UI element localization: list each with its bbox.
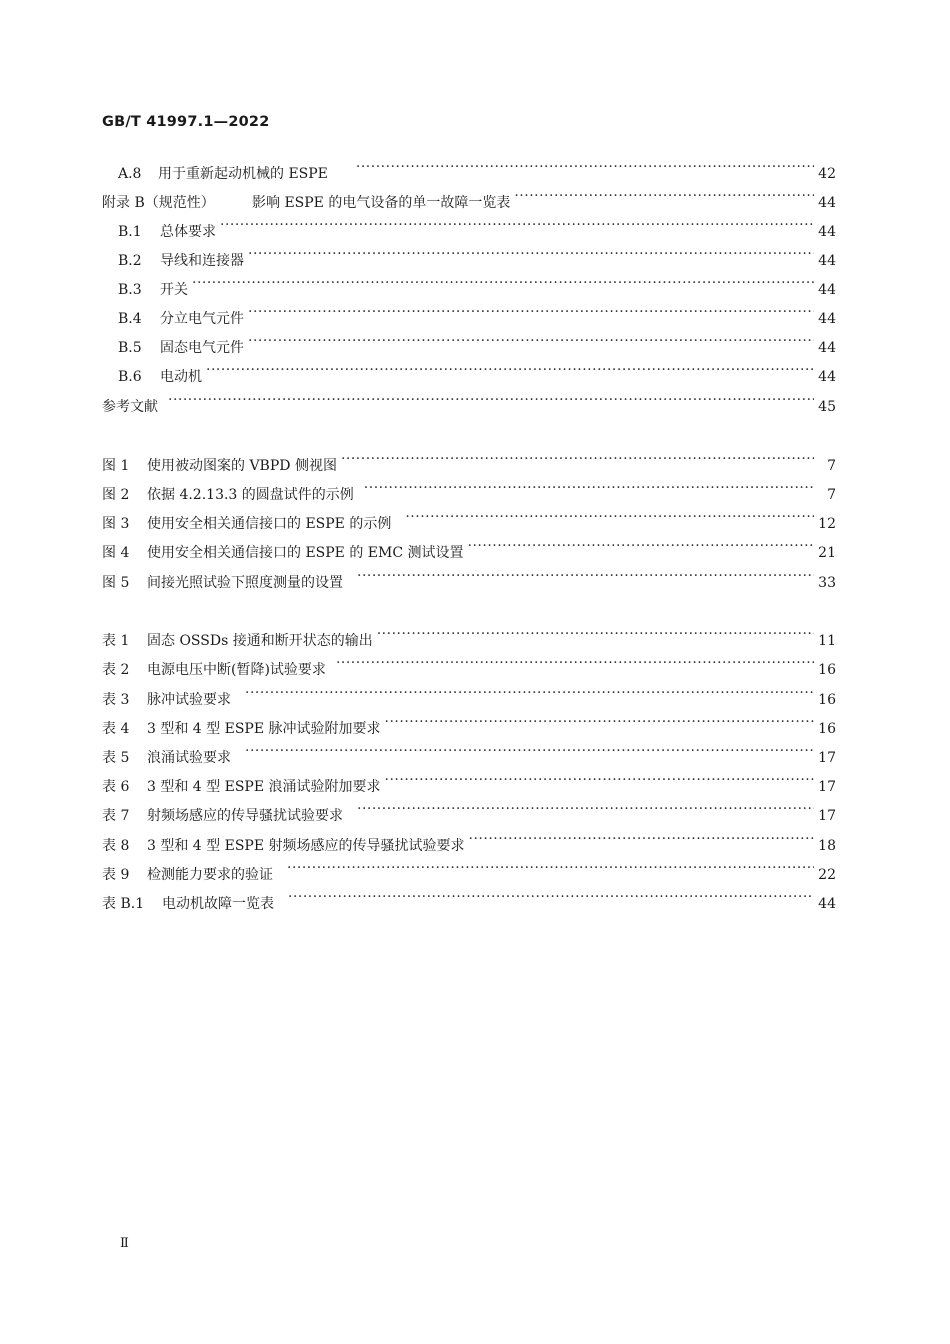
figure-entry-title: 使用安全相关通信接口的 ESPE 的 EMC 测试设置 <box>147 545 464 561</box>
figure-entry[interactable] <box>102 448 836 474</box>
toc-leader <box>385 711 814 733</box>
table-entry-title: 3 型和 4 型 ESPE 浪涌试验附加要求 <box>147 779 381 795</box>
table-entry-page: 22 <box>818 867 836 883</box>
table-entry-number: 表 B.1 <box>102 896 145 912</box>
table-entry-page: 17 <box>818 750 836 766</box>
toc-entry-number: B.5 <box>118 340 142 356</box>
table-entry-number: 表 9 <box>102 867 130 883</box>
toc-leader <box>248 243 814 265</box>
table-entry-title: 固态 OSSDs 接通和断开状态的输出 <box>147 633 373 649</box>
figure-entry-page: 7 <box>827 487 836 503</box>
figure-entry-title: 使用被动图案的 VBPD 侧视图 <box>147 458 337 474</box>
toc-leader <box>245 740 814 762</box>
toc-entry-number: 附录 B（规范性） <box>102 195 215 211</box>
toc-leader <box>288 886 814 908</box>
toc-leader <box>357 565 814 587</box>
toc-entry-title: 参考文献 <box>102 399 158 415</box>
toc-entry-page: 44 <box>818 224 836 240</box>
toc-leader <box>248 301 814 323</box>
toc-entry-title: 开关 <box>160 282 188 298</box>
figure-entry[interactable] <box>102 506 836 532</box>
toc-leader <box>356 156 814 178</box>
table-entry-number: 表 1 <box>102 633 130 649</box>
toc-entry-title: 影响 ESPE 的电气设备的单一故障一览表 <box>252 195 511 211</box>
table-entry-page: 16 <box>818 662 836 678</box>
toc-entry-page: 44 <box>818 195 836 211</box>
toc-entry[interactable] <box>118 214 836 240</box>
table-entry-page: 17 <box>818 808 836 824</box>
table-entry-number: 表 4 <box>102 721 130 737</box>
toc-entry-page: 44 <box>818 311 836 327</box>
figure-entry-page: 33 <box>818 575 836 591</box>
toc-leader <box>341 448 814 470</box>
table-entry-title: 脉冲试验要求 <box>147 692 231 708</box>
toc-entry-page: 44 <box>818 369 836 385</box>
toc-entry-title: 电动机 <box>160 369 202 385</box>
toc-entry-page: 45 <box>818 399 836 415</box>
toc-entry[interactable] <box>102 185 836 211</box>
table-entry-number: 表 5 <box>102 750 130 766</box>
table-entry[interactable] <box>102 828 836 854</box>
figure-entry[interactable] <box>102 477 836 503</box>
toc-entry-page: 44 <box>818 253 836 269</box>
toc-entry[interactable] <box>118 156 836 182</box>
figure-entry[interactable] <box>102 535 836 561</box>
toc-entry-page: 42 <box>818 166 836 182</box>
toc-leader <box>364 477 814 499</box>
toc-entry-page: 44 <box>818 340 836 356</box>
toc-entry-number: B.3 <box>118 282 142 298</box>
figure-entry-number: 图 4 <box>102 545 130 561</box>
table-entry-number: 表 2 <box>102 662 130 678</box>
table-entry-title: 3 型和 4 型 ESPE 射频场感应的传导骚扰试验要求 <box>147 838 465 854</box>
toc-entry[interactable] <box>118 330 836 356</box>
toc-entry-number: B.4 <box>118 311 142 327</box>
toc-entry-number: B.2 <box>118 253 142 269</box>
table-entry-page: 16 <box>818 692 836 708</box>
table-entry-number: 表 7 <box>102 808 130 824</box>
toc-entry[interactable] <box>118 359 836 385</box>
table-entry[interactable] <box>102 623 836 649</box>
toc-entry-title: 分立电气元件 <box>160 311 244 327</box>
toc-leader <box>385 769 814 791</box>
figure-entry-title: 使用安全相关通信接口的 ESPE 的示例 <box>147 516 392 532</box>
table-entry-page: 44 <box>818 896 836 912</box>
table-entry-page: 18 <box>818 838 836 854</box>
toc-leader <box>336 652 814 674</box>
toc-leader <box>469 828 814 850</box>
toc-entry-title: 总体要求 <box>160 224 216 240</box>
toc-leader <box>468 535 814 557</box>
figure-entry-number: 图 2 <box>102 487 130 503</box>
table-entry[interactable] <box>102 682 836 708</box>
figure-entry-title: 依据 4.2.13.3 的圆盘试件的示例 <box>147 487 354 503</box>
figure-entry-number: 图 1 <box>102 458 130 474</box>
toc-entry-page: 44 <box>818 282 836 298</box>
table-entry[interactable] <box>102 711 836 737</box>
table-entry-title: 浪涌试验要求 <box>147 750 231 766</box>
toc-entry-title: 导线和连接器 <box>160 253 244 269</box>
table-entry[interactable] <box>102 652 836 678</box>
toc-entry[interactable] <box>118 301 836 327</box>
page-number: Ⅱ <box>120 1236 129 1251</box>
toc-leader <box>245 682 814 704</box>
toc-entry-title: 固态电气元件 <box>160 340 244 356</box>
figure-entry-page: 12 <box>818 516 836 532</box>
document-header: GB/T 41997.1—2022 <box>102 114 270 130</box>
toc-entry[interactable] <box>118 272 836 298</box>
toc-leader <box>168 389 814 411</box>
table-entry-number: 表 3 <box>102 692 130 708</box>
table-entry-page: 16 <box>818 721 836 737</box>
toc-entry-number: A.8 <box>118 166 142 182</box>
table-entry-title: 检测能力要求的验证 <box>147 867 273 883</box>
toc-leader <box>357 798 814 820</box>
toc-entry[interactable] <box>118 243 836 269</box>
toc-leader <box>192 272 814 294</box>
table-entry[interactable] <box>102 857 836 883</box>
toc-leader <box>377 623 814 645</box>
toc-entry-title: 用于重新起动机械的 ESPE <box>158 166 328 182</box>
toc-leader <box>220 214 814 236</box>
table-entry[interactable] <box>102 886 836 912</box>
figure-entry-number: 图 5 <box>102 575 130 591</box>
table-entry[interactable] <box>102 769 836 795</box>
toc-leader <box>248 330 814 352</box>
table-entry-number: 表 6 <box>102 779 130 795</box>
figure-entry-page: 7 <box>827 458 836 474</box>
table-entry-title: 3 型和 4 型 ESPE 脉冲试验附加要求 <box>147 721 381 737</box>
table-entry[interactable] <box>102 740 836 766</box>
figure-entry-title: 间接光照试验下照度测量的设置 <box>147 575 343 591</box>
toc-entry-number: B.1 <box>118 224 142 240</box>
table-entry-title: 电动机故障一览表 <box>162 896 274 912</box>
toc-entry-number: B.6 <box>118 369 142 385</box>
toc-leader <box>287 857 814 879</box>
toc-leader <box>514 185 814 207</box>
table-entry-page: 17 <box>818 779 836 795</box>
table-entry-title: 电源电压中断(暂降)试验要求 <box>147 662 326 678</box>
toc-entry[interactable] <box>102 389 836 415</box>
toc-leader <box>206 359 814 381</box>
table-entry-number: 表 8 <box>102 838 130 854</box>
figure-entry[interactable] <box>102 565 836 591</box>
toc-leader <box>405 506 814 528</box>
figure-entry-page: 21 <box>818 545 836 561</box>
table-entry-page: 11 <box>818 633 836 649</box>
table-entry-title: 射频场感应的传导骚扰试验要求 <box>147 808 343 824</box>
table-entry[interactable] <box>102 798 836 824</box>
figure-entry-number: 图 3 <box>102 516 130 532</box>
